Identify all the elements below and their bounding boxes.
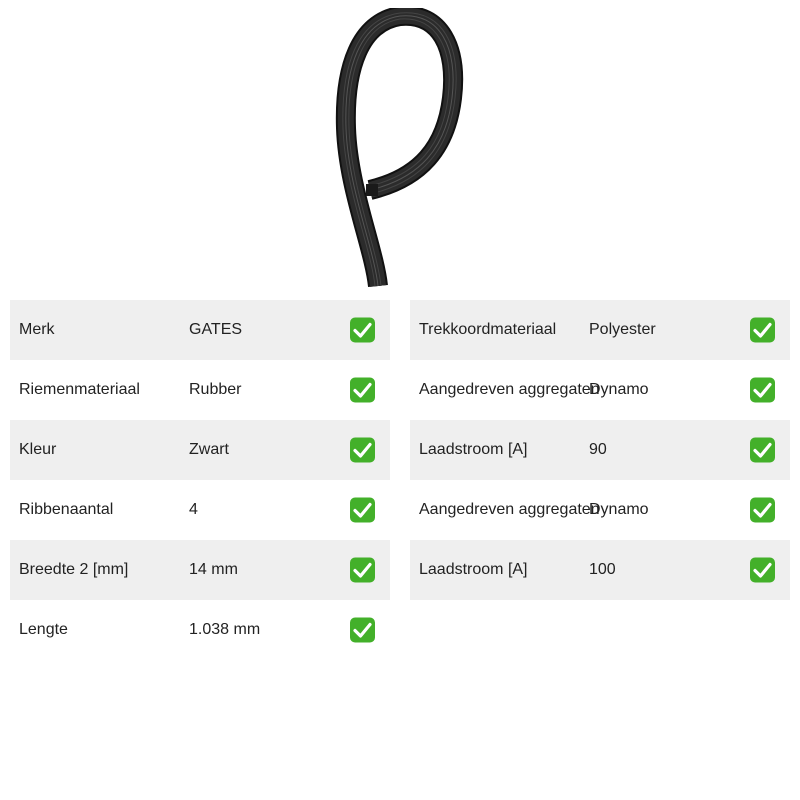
spec-value: 14 mm: [189, 561, 238, 578]
check-mark-icon: [350, 498, 375, 523]
spec-label: Trekkoordmateriaal: [419, 321, 557, 338]
check-mark-icon: [750, 558, 775, 583]
spec-value: Polyester: [589, 321, 656, 338]
spec-value: 1.038 mm: [189, 621, 261, 638]
spec-row: [410, 300, 790, 360]
spec-label: Kleur: [19, 441, 57, 458]
spec-value: 4: [189, 501, 198, 518]
spec-value: Dynamo: [589, 381, 649, 398]
spec-row: [10, 480, 390, 540]
spec-value: Rubber: [189, 381, 242, 398]
check-mark-icon: [350, 438, 375, 463]
spec-value: GATES: [189, 321, 243, 338]
spec-value: Dynamo: [589, 501, 649, 518]
check-mark-icon: [750, 498, 775, 523]
spec-value: 100: [589, 561, 616, 578]
spec-label: Lengte: [19, 621, 68, 638]
spec-value: 90: [589, 441, 607, 458]
spec-value: Zwart: [189, 441, 229, 458]
spec-row: [10, 300, 390, 360]
spec-label: Ribbenaantal: [19, 501, 114, 518]
check-mark-icon: [350, 378, 375, 403]
spec-row: [10, 600, 390, 660]
spec-row: [10, 540, 390, 600]
spec-table-right: [410, 300, 790, 600]
spec-label: Aangedreven aggregaten: [419, 501, 600, 518]
check-mark-icon: [750, 438, 775, 463]
spec-row: [410, 480, 790, 540]
check-mark-icon: [350, 318, 375, 343]
spec-label: Laadstroom [A]: [419, 441, 528, 458]
check-mark-icon: [350, 618, 375, 643]
spec-label: Laadstroom [A]: [419, 561, 528, 578]
spec-label: Riemenmateriaal: [19, 381, 140, 398]
spec-row: [410, 420, 790, 480]
spec-label: Merk: [19, 321, 55, 338]
check-mark-icon: [750, 318, 775, 343]
spec-label: Breedte 2 [mm]: [19, 561, 129, 578]
spec-row: [10, 360, 390, 420]
spec-row: [10, 420, 390, 480]
v-ribbed-belt-image: [330, 8, 470, 288]
check-mark-icon: [350, 558, 375, 583]
spec-row: [410, 540, 790, 600]
spec-label: Aangedreven aggregaten: [419, 381, 600, 398]
check-mark-icon: [750, 378, 775, 403]
spec-row: [410, 360, 790, 420]
spec-table-left: [10, 300, 390, 660]
